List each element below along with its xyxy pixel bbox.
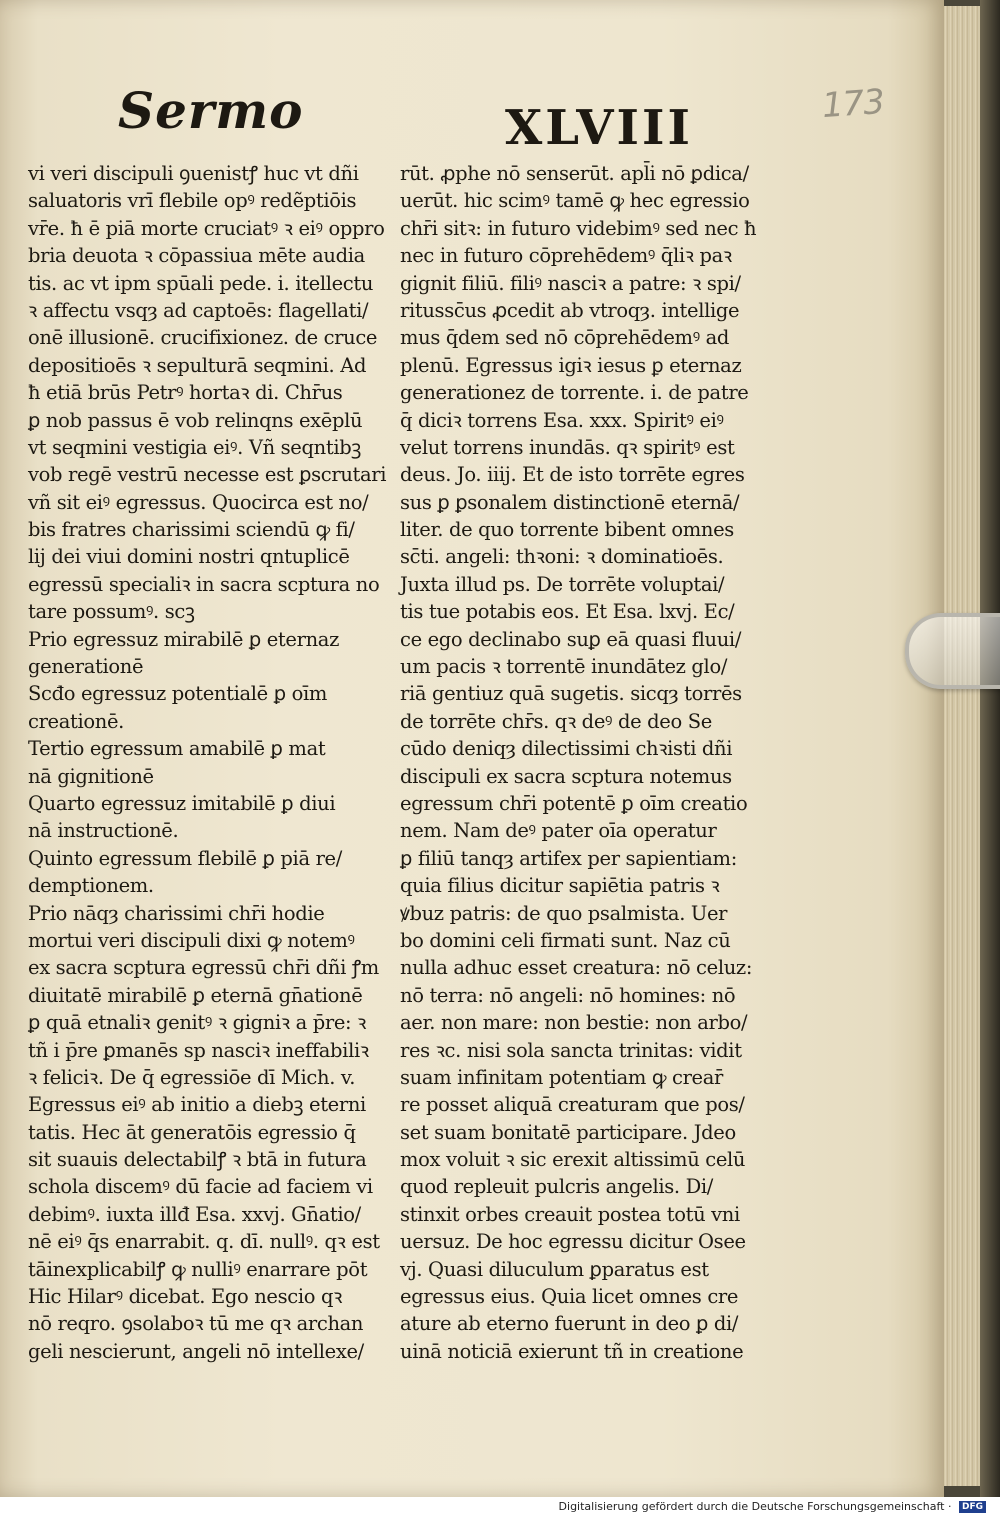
text-line: vr̄e. ħ ē piā morte cruciatꝰ ꝛ eiꝰ oppro: [28, 216, 385, 240]
text-line: diuitatē mirabilē ꝑ eternā gn̄ationē: [28, 983, 363, 1007]
text-line: depositioēs ꝛ sepulturā seqmini. Ad: [28, 353, 367, 377]
text-line: discipuli ex sacra scptura notemus: [400, 764, 732, 788]
running-head-number: XLVIII: [505, 100, 693, 156]
footer-credit-text: Digitalisierung gefördert durch die Deutsche Forschungsgemeinschaft: [558, 1500, 945, 1513]
text-line: stinxit orbes creauit postea totū vni: [400, 1202, 740, 1226]
text-line: Tertio egressum amabilē ꝑ mat: [28, 737, 326, 761]
text-line: vob regē vestrū necesse est ꝑscrutari: [28, 463, 387, 487]
dfg-logo-icon: DFG: [959, 1501, 986, 1513]
text-line: rūt. ꝓphe nō senserūt. apl̄i nō ꝑdica/: [400, 162, 749, 185]
text-line: Egressus eiꝰ ab initio a diebꝫ eterni: [28, 1093, 366, 1117]
text-line: um pacis ꝛ torrentē inundātez glo/: [400, 655, 728, 679]
text-line: tare possumꝰ. scꝫ: [28, 600, 195, 624]
text-line: mus q̄dem sed nō cōprehēdemꝰ ad: [400, 326, 730, 350]
text-line: generationez de torrente. i. de patre: [400, 381, 749, 405]
text-line: nec in futuro cōprehēdemꝰ q̄liꝛ paꝛ: [400, 244, 732, 268]
text-line: nō reqro. ꝯsolaboꝛ tū me qꝛ archan: [28, 1312, 364, 1336]
text-line: ꝛ affectu vsqȝ ad captoēs: flagellati/: [28, 298, 369, 322]
text-line: Scđo egressuz potentialē ꝑ oīm: [28, 682, 328, 706]
text-line: nem. Nam deꝰ pater oīa operatur: [400, 819, 717, 843]
page-edges: [944, 6, 980, 1486]
text-column-right: [400, 160, 770, 1365]
text-line: ex sacra scptura egressū chr̄i dñi ꝭm: [28, 956, 379, 980]
text-line: Hic Hilarꝰ dicebat. Ego nescio qꝛ: [28, 1285, 342, 1309]
text-line: aer. non mare: non bestie: non arbo/: [400, 1011, 748, 1035]
text-line: nē eiꝰ q̄s enarrabit. q. dī. nullꝰ. qꝛ est: [28, 1230, 380, 1254]
text-line: tis. ac vt ipm spūali pede. i. itellectu: [28, 271, 374, 295]
text-line: velut torrens inundās. qꝛ spiritꝰ est: [400, 435, 735, 459]
text-line: vi veri discipuli ꝯuenistꝭ huc vt dñi: [28, 162, 359, 185]
text-line: Prio nāqȝ charissimi chr̄i hodie: [28, 901, 325, 925]
text-line: suam infinitam potentiam ꝙ crear̄: [400, 1065, 723, 1089]
text-line: riā gentiuz quā sugetis. sicqȝ torrēs: [400, 682, 742, 706]
footer-separator: ·: [947, 1500, 952, 1513]
folio-number: 173: [820, 81, 886, 127]
text-column-left: [28, 160, 388, 1365]
text-line: nā gignitionē: [28, 764, 154, 788]
text-line: sus ꝑ ꝑsonalem distinctionē eternā/: [400, 490, 740, 514]
text-line: sit suauis delectabilꝭ ꝛ btā in futura: [28, 1148, 367, 1172]
text-line: tāinexplicabilꝭ ꝙ nulliꝰ enarrare pōt: [28, 1257, 368, 1281]
text-line: debimꝰ. iuxta illđ Esa. xxvj. Gn̄atio/: [28, 1202, 361, 1226]
text-line: tñ i p̄re ꝑmanēs sp nasciꝛ ineffabiliꝛ: [28, 1038, 369, 1062]
text-line: ꝟbuz patris: de quo psalmista. Uer: [400, 901, 728, 925]
text-line: uinā noticiā exierunt tñ in creatione: [400, 1339, 744, 1363]
text-line: egressus eius. Quia licet omnes cre: [400, 1285, 739, 1309]
text-line: ꝑ filiū tanqȝ artifex per sapientiam:: [400, 846, 737, 870]
text-line: Quarto egressuz imitabilē ꝑ diui: [28, 791, 336, 815]
text-line: egressum chr̄i potentē ꝑ oīm creatio: [400, 791, 748, 815]
text-line: Juxta illud ps. De torrēte voluptai/: [400, 572, 725, 596]
text-line: geli nescierunt, angeli nō intellexe/: [28, 1339, 364, 1363]
text-line: bis fratres charissimi sciendū ꝙ fi/: [28, 518, 355, 542]
text-line: saluatoris vrī flebile opꝰ redẽptiōis: [28, 189, 357, 213]
text-line: lij dei viui domini nostri qntuplicē: [28, 545, 350, 569]
text-line: deus. Jo. iiij. Et de isto torrēte egres: [400, 463, 745, 487]
text-line: plenū. Egressus igiꝛ iesus ꝑ eternaz: [400, 353, 742, 377]
text-line: ce ego declinabo suꝑ eā quasi fluui/: [400, 627, 742, 651]
footer-credit: [559, 1500, 986, 1513]
text-line: set suam bonitatē participare. Jdeo: [400, 1120, 736, 1144]
text-line: cūdo deniqȝ dilectissimi chꝛisti dñi: [400, 737, 733, 761]
text-line: Prio egressuz mirabilē ꝑ eternaz: [28, 627, 339, 651]
text-line: ꝑ nob passus ē vob relinqns exēplū: [28, 408, 363, 432]
text-line: mortui veri discipuli dixi ꝙ notemꝰ: [28, 928, 355, 952]
text-line: chr̄i sitꝛ: in futuro videbimꝰ sed nec ħ: [400, 216, 757, 240]
text-line: creationē.: [28, 709, 125, 733]
text-line: ꝑ quā etnaliꝛ genitꝰ ꝛ gigniꝛ a p̄re: ꝛ: [28, 1011, 366, 1035]
running-head-sermo: Sermo: [118, 81, 304, 140]
page-clip: [905, 613, 1000, 689]
text-line: demptionem.: [28, 874, 154, 898]
text-line: schola discemꝰ dū facie ad faciem vi: [28, 1175, 373, 1199]
book-edge-shadow: [980, 0, 1000, 1497]
text-line: q̄ diciꝛ torrens Esa. xxx. Spiritꝰ eiꝰ: [400, 408, 724, 432]
text-line: sc̄ti. angeli: thꝛoni: ꝛ dominatioēs.: [400, 545, 724, 569]
text-line: uerūt. hic scimꝰ tamē ꝙ hec egressio: [400, 189, 750, 213]
text-line: tis tue potabis eos. Et Esa. lxvj. Ec/: [400, 600, 735, 624]
text-line: mox voluit ꝛ sic erexit altissimū celū: [400, 1148, 746, 1172]
text-line: vt seqmini vestigia eiꝰ. Vñ seqntibꝫ: [28, 435, 361, 459]
text-line: tatis. Hec āt generatōis egressio q̄: [28, 1120, 356, 1144]
text-line: vñ sit eiꝰ egressus. Quocirca est no/: [28, 490, 369, 514]
text-line: onē illusionē. crucifixionez. de cruce: [28, 326, 378, 350]
text-line: quod repleuit pulcris angelis. Di/: [400, 1175, 714, 1199]
text-line: nō terra: nō angeli: nō homines: nō: [400, 983, 736, 1007]
text-line: Quinto egressum flebilē ꝑ piā re/: [28, 846, 342, 870]
text-line: uersuz. De hoc egressu dicitur Osee: [400, 1230, 746, 1254]
text-line: liter. de quo torrente bibent omnes: [400, 518, 734, 542]
text-line: generationē: [28, 655, 144, 679]
text-line: ħ etiā brūs Petrꝰ hortaꝛ di. Chr̄us: [28, 381, 343, 405]
text-line: vj. Quasi diluculum ꝑparatus est: [400, 1257, 709, 1281]
text-line: ature ab eterno fuerunt in deo ꝑ di/: [400, 1312, 739, 1336]
text-line: quia filius dicitur sapiētia patris ꝛ: [400, 874, 720, 898]
text-line: bo domini celi firmati sunt. Naz cū: [400, 928, 731, 952]
text-line: bria deuota ꝛ cōpassiua mēte audia: [28, 244, 365, 268]
text-line: nulla adhuc esset creatura: nō celuz:: [400, 956, 753, 980]
text-line: de torrēte chr̄s. qꝛ deꝰ de deo Se: [400, 709, 712, 733]
text-line: ꝛ feliciꝛ. De q̄ egressiōe dī Mich. v.: [28, 1065, 356, 1089]
text-line: ritussc̄us ꝓcedit ab vtroqȝ. intellige: [400, 298, 740, 322]
text-line: res ꝛc. nisi sola sancta trinitas: vidit: [400, 1038, 742, 1062]
text-line: gignit filiū. filiꝰ nasciꝛ a patre: ꝛ spi/: [400, 271, 741, 295]
text-line: egressū specialiꝛ in sacra scptura no: [28, 572, 380, 596]
text-line: re posset aliquā creaturam que pos/: [400, 1093, 745, 1117]
text-line: nā instructionē.: [28, 819, 179, 843]
